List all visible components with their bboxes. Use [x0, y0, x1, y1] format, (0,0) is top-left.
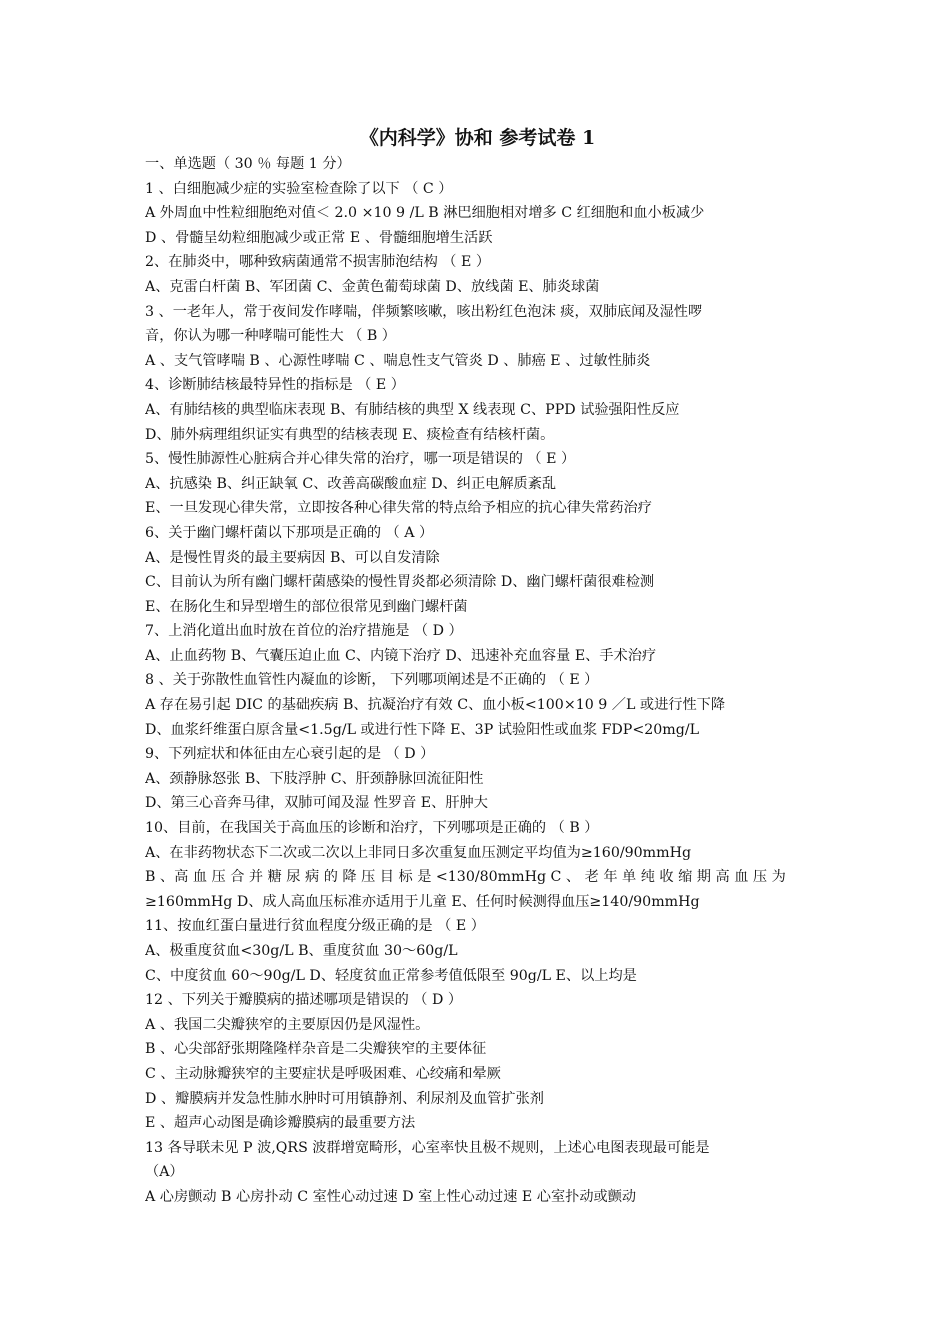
text-line: B 、心尖部舒张期隆隆样杂音是二尖瓣狭窄的主要体征 — [145, 1041, 487, 1058]
text-line: D 、瓣膜病并发急性肺水肿时可用镇静剂、利尿剂及血管扩张剂 — [145, 1090, 544, 1107]
text-line: A、极重度贫血<30g/L B、重度贫血 30～60g/L — [145, 943, 458, 959]
text-line: C、目前认为所有幽门螺杆菌感染的慢性胃炎都必须清除 D、幽门螺杆菌很难检测 — [145, 574, 655, 591]
text-line: A、有肺结核的典型临床表现 B、有肺结核的典型 X 线表现 C、PPD 试验强阳性反应 — [145, 401, 680, 418]
text-line: A 存在易引起 DIC 的基础疾病 B、抗凝治疗有效 C、血小板<100×10 9 ／L 或进行性下降 — [145, 697, 726, 714]
text-line: D、第三心音奔马律，双肺可闻及湿 性罗音 E、肝肿大 — [145, 795, 488, 812]
text-line: 6、关于幽门螺杆菌以下那项是正确的 （ A ） — [145, 524, 434, 541]
text-line: A、颈静脉怒张 B、下肢浮肿 C、肝颈静脉回流征阳性 — [145, 770, 484, 787]
text-line: 8 、关于弥散性血管性内凝血的诊断， 下列哪项阐述是不正确的 （ E ） — [145, 672, 599, 689]
text-line: 2、在肺炎中，哪种致病菌通常不损害肺泡结构 （ E ） — [145, 254, 491, 271]
text-line: 13 各导联未见 P 波,QRS 波群增宽畸形，心室率快且极不规则，上述心电图表现最可能是 — [145, 1139, 710, 1156]
document-title: 《内科学》协和 参考试卷 1 — [359, 127, 596, 149]
text-line: A、克雷白杆菌 B、军团菌 C、金黄色葡萄球菌 D、放线菌 E、肺炎球菌 — [145, 278, 600, 295]
text-line: A、在非药物状态下二次或二次以上非同日多次重复血压测定平均值为≥160/90mmHg — [145, 844, 692, 861]
text-line: B 、高 血 压 合 并 糖 尿 病 的 降 压 目 标 是 <130/80mmHg C 、 老 年 单 纯 收 缩 期 高 血 压 为 — [145, 869, 786, 886]
text-line: A 心房颤动 B 心房扑动 C 室性心动过速 D 室上性心动过速 E 心室扑动或颤动 — [145, 1188, 637, 1205]
question-list — [145, 152, 810, 1210]
text-line: （A） — [145, 1164, 184, 1181]
text-line: 5、慢性肺源性心脏病合并心律失常的治疗，哪一项是错误的 （ E ） — [145, 451, 576, 468]
text-line: D、血浆纤维蛋白原含量<1.5g/L 或进行性下降 E、3P 试验阳性或血浆 FDP<20mg/L — [145, 721, 700, 738]
text-line: 4、诊断肺结核最特异性的指标是 （ E ） — [145, 377, 405, 394]
text-line: A、抗感染 B、纠正缺氧 C、改善高碳酸血症 D、纠正电解质紊乱 — [145, 475, 557, 492]
text-line: 12 、下列关于瓣膜病的描述哪项是错误的 （ D ） — [145, 992, 463, 1009]
text-line: 11、按血红蛋白量进行贫血程度分级正确的是 （ E ） — [145, 918, 485, 935]
text-line: D、肺外病理组织证实有典型的结核表现 E、痰检查有结核杆菌。 — [145, 426, 555, 443]
text-line: A 外周血中性粒细胞绝对值＜ 2.0 ×10 9 /L B 淋巴细胞相对增多 C 红细胞和血小板减少 — [145, 205, 705, 222]
text-line: ≥160mmHg D、成人高血压标准亦适用于儿童 E、任何时候测得血压≥140/90mmHg — [145, 893, 700, 910]
text-line: C 、主动脉瓣狭窄的主要症状是呼吸困难、心绞痛和晕厥 — [145, 1065, 501, 1082]
text-line: A 、我国二尖瓣狭窄的主要原因仍是风湿性。 — [145, 1016, 430, 1033]
text-line: 3 、一老年人，常于夜间发作哮喘，伴频繁咳嗽，咳出粉红色泡沫 痰，双肺底闻及湿性啰 — [145, 303, 703, 320]
text-line: E、一旦发现心律失常，立即按各种心律失常的特点给予相应的抗心律失常药治疗 — [145, 500, 652, 517]
text-line: E 、超声心动图是确诊瓣膜病的最重要方法 — [145, 1115, 416, 1132]
text-line: A、止血药物 B、气囊压迫止血 C、内镜下治疗 D、迅速补充血容量 E、手术治疗 — [145, 647, 657, 664]
text-line: 音，你认为哪一种哮喘可能性大 （ B ） — [145, 328, 396, 345]
text-line: A、是慢性胃炎的最主要病因 B、可以自发清除 — [145, 549, 440, 566]
exam-document — [145, 124, 810, 1210]
text-line: 一、单选题（ 30 ％ 每题 1 分） — [145, 156, 351, 172]
text-line: 10、目前，在我国关于高血压的诊断和治疗，下列哪项是正确的 （ B ） — [145, 820, 599, 837]
text-line: 9、下列症状和体征由左心衰引起的是 （ D ） — [145, 746, 435, 763]
text-line: 7、上消化道出血时放在首位的治疗措施是 （ D ） — [145, 623, 463, 640]
text-line: E、在肠化生和异型增生的部位很常见到幽门螺杆菌 — [145, 598, 468, 615]
text-line: 1 、白细胞减少症的实验室检查除了以下 （ C ） — [145, 180, 453, 197]
text-line: A 、支气管哮喘 B 、心源性哮喘 C 、喘息性支气管炎 D 、肺癌 E 、过敏性肺炎 — [145, 352, 651, 369]
text-line: C、中度贫血 60～90g/L D、轻度贫血正常参考值低限至 90g/L E、以上均是 — [145, 967, 637, 984]
text-line: D 、骨髓呈幼粒细胞减少或正常 E 、骨髓细胞增生活跃 — [145, 229, 493, 246]
